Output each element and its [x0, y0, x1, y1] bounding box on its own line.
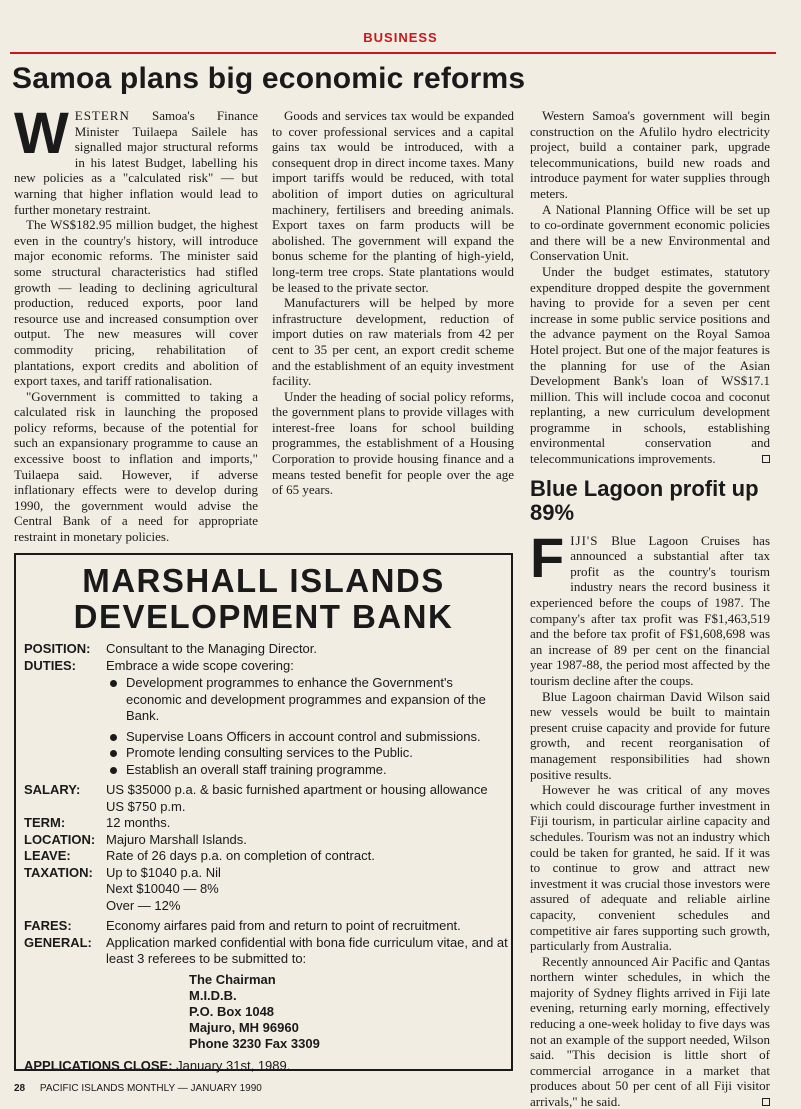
article-paragraph: The WS$182.95 million budget, the highest even in the country's history, will introduce major economic reforms. The minister said some structural characteristics had stifled growth — leading to declining agricultural production, reduced exports, poor land resource use and increased consumption over output. The new measures will cover commodity pricing, rehabilitation of plantations, export credits and abolition of export taxes, and tariff rationalisation. [14, 217, 258, 389]
article-paragraph: Recently announced Air Pacific and Qantas northern winter schedules, in which the majority of Sydney flights arrived in Fiji late evening, returning early morning, effectively reducing a one-week holiday to five days was not an example of the support needed, Wilson said. "This decision is little short of commercial arrogance in a market that produces about 50 per cent of all Fiji visitor arrivals," he said. [530, 953, 770, 1109]
article-paragraph: Under the budget estimates, statutory expenditure dropped despite the government having to provide for a seven per cent increase in some public service positions and the advance payment on the Royal Samoa Hotel project. But one of the major features is the planning for use of the Asian Development Bank's loan of WS$17.1 million. This will include cocoa and coconut replanting, a new curriculum development programme in schools, establishing environmental conservation and telecommunications improvements. [530, 263, 770, 467]
duties-row: DUTIES: Embrace a wide scope covering: Development programmes to enhance the Government's economic and development programmes and expansion of the Bank. Supervise Loans Officers in account control and submissions. Promote lending consulting services to the Public. Establish an overall staff training programme. [24, 658, 508, 779]
page-number: 28 [14, 1083, 26, 1094]
headline: Samoa plans big economic reforms [12, 62, 526, 95]
article-column-2 [272, 108, 514, 498]
end-mark-icon [762, 455, 770, 463]
end-mark-icon [762, 1098, 770, 1106]
fares-row: FARES: Economy airfares paid from and return to point of recruitment. [24, 918, 461, 933]
article-paragraph: "Government is committed to taking a calculated risk in launching the proposed policy reforms, because of the potential for such an expansionary programme to cause an excessive boost to inflation and imports," Tuilaepa said. However, if adverse inflationary effects were to develop during 1990, the government would advise the Central Bank of a need for appropriate restraint in monetary policies. [14, 388, 258, 545]
list-item: Promote lending consulting services to the Public. [106, 745, 508, 762]
page-footer [14, 1083, 262, 1094]
taxation-row: TAXATION: Up to $1040 p.a. Nil Next $10040 — 8% Over — 12% [24, 864, 221, 913]
article-paragraph: FIJI'S Blue Lagoon Cruises has announced a substantial after tax profit as the country's tourism industry nears the record business it experienced before the coups of 1987. The company's after tax profit was F$1,463,519 and the before tax profit of F$1,608,698 was an increase of 89 per cent on the financial year 1987-88, the period most affected by the tourism decline after the coups. [530, 525, 770, 688]
article-paragraph: Under the heading of social policy reforms, the government plans to provide villages with interest-free loans for school building programmes, the establishment of a Housing Corporation to provide housing finance and a means tested benefit for people over the age of 65 years. [272, 388, 514, 498]
article-column-1 [14, 101, 258, 545]
contact-address: The Chairman M.I.D.B. P.O. Box 1048 Majuro, MH 96960 Phone 3230 Fax 3309 [189, 971, 320, 1051]
applications-close-row: APPLICATIONS CLOSE: January 31st, 1989. [24, 1057, 291, 1073]
list-item: Development programmes to enhance the Government's economic and development programmes and expansion of the Bank. [106, 675, 508, 725]
article-paragraph: Goods and services tax would be expanded to cover professional services and a capital gains tax would be introduced, with a consequent drop in direct income taxes. Many import tariffs would be reduced, with total abolition of import duties on agricultural machinery, fertilisers and breeding animals. Export taxes on farm products will be abolished. The government will expand the bonus scheme for the planting of high-yield, long-term tree crops. State plantations would be leased to the private sector. [272, 108, 514, 295]
position-row: POSITION: Consultant to the Managing Director. [24, 641, 318, 656]
list-item: Establish an overall staff training programme. [106, 762, 508, 779]
term-row: TERM: 12 months. [24, 815, 171, 830]
section-rule [10, 52, 776, 54]
article-paragraph: Western Samoa's government will begin construction on the Afulilo hydro electricity project, build a container park, upgrade telecommunications, build new roads and introduce payment for water supplies through meters. [530, 108, 770, 201]
duties-list [106, 675, 508, 778]
ad-body [24, 641, 508, 1074]
dropcap: W [14, 101, 69, 166]
article-paragraph: A National Planning Office will be set up to co-ordinate government economic policies and there will be a new Environmental and Conservation Unit. [530, 201, 770, 264]
article2-headline: Blue Lagoon profit up 89% [530, 475, 759, 525]
article-column-3 [530, 108, 770, 1109]
publication-name: PACIFIC ISLANDS MONTHLY — JANUARY 1990 [39, 1083, 262, 1094]
list-item: Supervise Loans Officers in account control and submissions. [106, 729, 508, 746]
lead-caps: ESTERN [74, 108, 130, 123]
location-row: LOCATION: Majuro Marshall Islands. [24, 831, 247, 847]
article-paragraph: However he was critical of any moves which could discourage further investment in Fiji tourism, in particular airline capacity and schedules. Tourism was not an industry which could be taken for granted, he said. If it was to continue to grow and attract new investment it was crucial those investors were assured of adequate and reliable airline capacity, convenient schedules and competitive air fares supporting such growth, particularly from Australia. [530, 782, 770, 954]
article-paragraph: WESTERN Samoa's Finance Minister Tuilaepa Sailele has signalled major structural reforms in his latest Budget, labelling his new policies as a "calculated risk" — but warning that higher inflation would lead to further monetary restraint. [14, 101, 258, 217]
article-paragraph: Blue Lagoon chairman David Wilson said new vessels would be built to maintain present cruise capacity and provide for future growth, and recent reorganisation of management responsibilities had shown positive results. [530, 688, 770, 782]
leave-row: LEAVE: Rate of 26 days p.a. on completion of contract. [24, 848, 375, 863]
general-row: GENERAL: Application marked confidential with bona fide curriculum vitae, and at least 3 referees to be submitted to: [24, 934, 508, 966]
article-paragraph: Manufacturers will be helped by more infrastructure development, reduction of import duties on raw materials from 42 per cent to 35 per cent, an export credit scheme and the establishment of an equity investment facility. [272, 295, 514, 389]
salary-row: SALARY: US $35000 p.a. & basic furnished apartment or housing allowance US $750 p.m. [24, 782, 488, 814]
ad-title: MARSHALL ISLANDS DEVELOPMENT BANK [73, 562, 454, 635]
job-advertisement [14, 553, 513, 1071]
section-label: BUSINESS [363, 30, 438, 45]
lead-caps: IJI'S [570, 532, 599, 548]
dropcap: F [530, 525, 565, 589]
